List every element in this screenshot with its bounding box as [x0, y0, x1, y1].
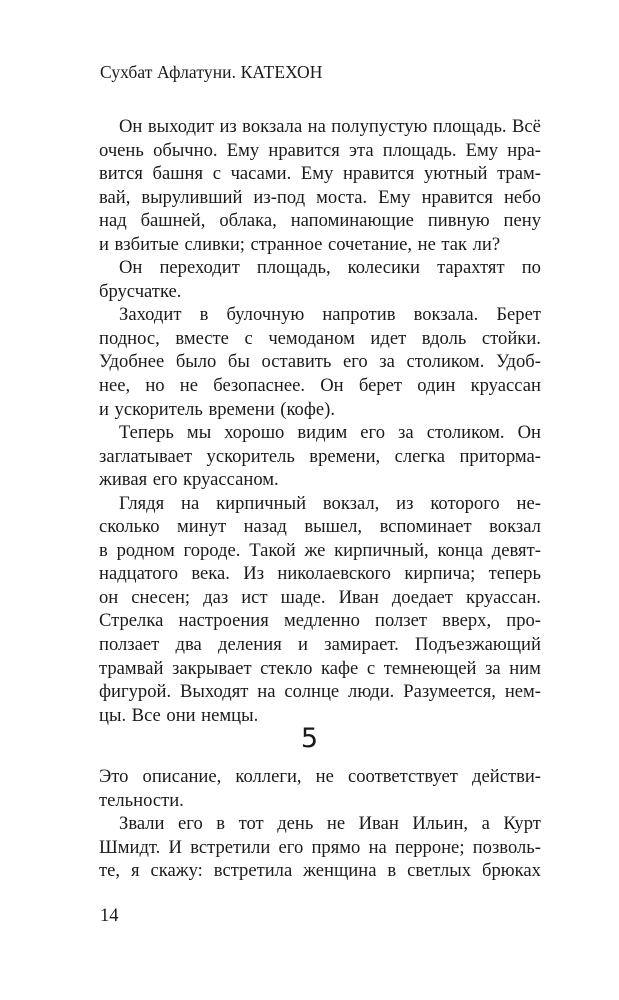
text-line: Теперь мы хорошо видим его за столиком. Он: [119, 422, 541, 444]
text-line: очень обычно. Ему нравится эта площадь. Ему нра-: [99, 139, 541, 161]
text-line: Стрелка настроения медленно ползет вверх, про-: [99, 610, 541, 632]
text-line: Звали его в тот день не Иван Ильин, а Курт: [119, 813, 541, 835]
text-line: Глядя на кирпичный вокзал, из которого не-: [119, 492, 541, 514]
text-line: цы. Все они немцы.: [99, 704, 259, 726]
text-line: поднос, вместе с чемоданом идет вдоль стойки.: [99, 327, 541, 349]
text-line: Он переходит площадь, колесики тарахтят по: [119, 257, 541, 279]
text-line: Удобнее было бы оставить его за столиком. Удоб-: [99, 351, 541, 373]
text-line: над башней, облака, напоминающие пивную пену: [99, 210, 541, 232]
text-line: надцатого века. Из николаевского кирпича; теперь: [99, 563, 541, 585]
text-line: Шмидт. И встретили его прямо на перроне; позволь-: [99, 836, 541, 858]
text-line: Заходит в булочную напротив вокзала. Берет: [119, 304, 541, 326]
text-line: нее, но не безопаснее. Он берет один круассан: [99, 375, 541, 397]
chapter-number: 5: [300, 723, 319, 754]
text-line: Он выходит из вокзала на полупустую площадь. Всё: [119, 116, 541, 137]
text-block-chapter-4-end: [99, 115, 541, 727]
text-line: и взбитые сливки; странное сочетание, не так ли?: [99, 233, 501, 255]
text-line: трамвай закрывает стекло кафе с темнеющей за ним: [99, 657, 541, 679]
text-line: живая его круассаном.: [99, 469, 279, 491]
text-line: брусчатке.: [99, 280, 182, 302]
text-line: в родном городе. Такой же кирпичный, конца девят-: [99, 539, 541, 561]
text-line: вится башня с часами. Ему нравится уютный трам-: [99, 163, 541, 185]
text-line: тельности.: [99, 789, 184, 811]
text-line: Это описание, коллеги, не соответствует действи-: [99, 766, 541, 787]
text-line: он снесен; даз ист шаде. Иван доедает круассан.: [99, 586, 541, 608]
text-block-chapter-5-start: [99, 765, 541, 883]
text-line: те, я скажу: встретила женщина в светлых брюках: [99, 860, 541, 882]
text-line: ползает два деления и замирает. Подъезжающий: [99, 634, 541, 656]
text-line: сколько минут назад вышел, вспоминает вокзал: [99, 516, 541, 538]
text-line: фигурой. Выходят на солнце люди. Разумеется, нем-: [99, 681, 541, 703]
text-line: и ускоритель времени (кофе).: [99, 398, 335, 420]
text-line: заглатывает ускоритель времени, слегка приторма-: [99, 445, 541, 467]
text-line: вай, выруливший из-под моста. Ему нравится небо: [99, 186, 541, 208]
running-head: Сухбат Афлатуни. КАТЕХОН: [100, 62, 323, 82]
page-number: 14: [100, 906, 119, 926]
